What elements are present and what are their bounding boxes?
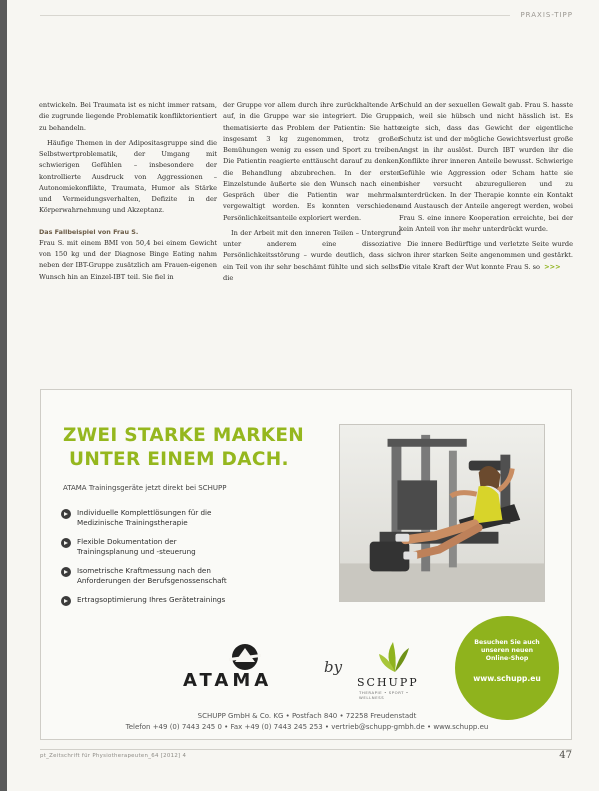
badge-line: Online-Shop: [485, 655, 529, 662]
ad-contact-phone: Telefon +49 (0) 7443 245 0 • Fax +49 (0) 7443 245 253 • vertrieb@schupp-gmbh.de • www.schupp.eu: [125, 723, 489, 731]
ad-headline: [63, 424, 304, 472]
ad-headline-line-2: UNTER EINEM DACH.: [69, 449, 289, 470]
article-column-3: [399, 100, 573, 273]
ad-feature: [61, 566, 301, 586]
ad-feature-text: Trainingsplanung und -steuerung: [77, 547, 196, 556]
badge-url[interactable]: www.schupp.eu: [473, 674, 541, 683]
atama-figure-icon: [225, 642, 265, 672]
bullet-arrow-icon: [61, 596, 71, 606]
schupp-tagline: THERAPIE • SPORT • WELLNESS: [359, 690, 409, 700]
paragraph: [399, 239, 573, 273]
ad-intro: ATAMA Trainingsgeräte jetzt direkt bei SCHUPP: [63, 484, 227, 492]
schupp-logo: [357, 640, 431, 702]
ad-headline-line-1: ZWEI STARKE MARKEN: [63, 425, 305, 446]
ad-feature-text: Medizinische Trainingstherapie: [77, 518, 188, 527]
ad-feature-text: Anforderungen der Berufsgenossenschaft: [77, 576, 227, 585]
paragraph: Schuld an der sexuellen Gewalt gab. Frau S. hasste sich, weil sie hübsch und nicht hässlich ist. Es zeigte sich, dass das Gewicht der eigentliche Schutz ist und der mögliche Gewichtsverlust große Angst in ihr auslöst. Durch IBT wurden ihr die Konflikte ihrer inneren Anteile bewusst. Schwierige Gefühle wie Aggression oder Scham hatte sie bisher versucht abzuregulieren und zu unterdrücken. In der Therapie konnte ein Kontakt und Austausch der Anteile angeregt werden, wobei Frau S. eine innere Kooperation erreichte, bei der kein Anteil von ihr mehr unterdrückt wurde.: [399, 101, 573, 233]
ad-feature-text: Flexible Dokumentation der: [77, 537, 177, 546]
ad-feature-text: Isometrische Kraftmessung nach den: [77, 566, 211, 575]
paragraph: entwickeln. Bei Traumata ist es nicht immer ratsam, die zugrunde liegende Problematik konfliktorientiert zu behandeln.: [39, 101, 217, 132]
ad-feature-text: Individuelle Komplettlösungen für die: [77, 508, 212, 517]
atama-logo: [181, 642, 311, 698]
journal-citation: pt_Zeitschrift für Physiotherapeuten_64 [2012] 4: [40, 753, 187, 759]
bullet-arrow-icon: [61, 509, 71, 519]
ad-feature-text: Ertragsoptimierung Ihres Gerätetrainings: [77, 595, 226, 604]
page-edge-shadow: [0, 0, 7, 791]
paragraph: der Gruppe vor allem durch ihre zurückhaltende Art auf, in die Gruppe war sie integriert. Die Gruppe thematisierte das Problem der Patientin: Sie hatte insgesamt 3 kg zugenommen, trotz großer Bemühungen wenig zu essen und Sport zu treiben. Die Patientin reagierte enttäuscht darauf zu denken, die Behandlung abzubrechen. In der ersten Einzelstunde äußerte sie den Wunsch nach einem Gespräch über die Patientin war mehrmals vergewaltigt worden. Es konnten verschiedene Persönlichkeitsanteile exploriert werden.: [223, 101, 401, 222]
ad-contact-address: SCHUPP GmbH & Co. KG • Postfach 840 • 72258 Freudenstadt: [197, 712, 417, 720]
section-label: PRAXIS-TIPP: [520, 11, 573, 19]
article-column-2: [223, 100, 401, 284]
ad-feature: [61, 595, 301, 605]
paragraph: Häufige Themen in der Adipositasgruppe sind die Selbstwertproblematik, der Umgang mit schwierigen Gefühlen – insbesondere der kontrollierte Ausdruck von Aggressionen – Autonomiekonflikte, Traumata, Humor als Stärke und Vermeidungsverhalten, Defizite in der Körperwahrnehmung und Akzeptanz.: [39, 138, 217, 215]
footer-rule: [40, 749, 572, 750]
ad-feature-list: [61, 508, 301, 614]
paragraph-text: Die innere Bedürftige und verletzte Seite wurde von ihrer starken Seite angenommen und gestärkt. Die vitale Kraft der Wut konnte Frau S. so: [399, 240, 573, 271]
page-number: 47: [559, 750, 572, 761]
badge-line: Besuchen Sie auch: [474, 639, 540, 646]
bullet-arrow-icon: [61, 567, 71, 577]
schupp-leaf-icon: [375, 640, 415, 674]
training-machine-photo: [339, 424, 545, 602]
article-column-1: [39, 100, 217, 283]
by-mark: by: [324, 658, 343, 676]
continue-arrow: >>>: [544, 262, 561, 271]
header-rule: [40, 15, 510, 16]
section-subhead: Das Fallbeispiel von Frau S.: [39, 227, 139, 236]
paragraph: In der Arbeit mit den inneren Teilen – Untergrund unter anderem eine dissoziative Persönlichkeitsstörung – wurde deutlich, dass sich ein Teil von ihr sehr beschämt fühlte und sich selbst die: [223, 228, 401, 282]
advertisement: [40, 389, 572, 740]
atama-wordmark: ATAMA: [183, 670, 273, 691]
ad-feature: [61, 508, 301, 528]
schupp-wordmark: SCHUPP: [357, 676, 419, 689]
badge-line: unseren neuen: [480, 647, 534, 654]
ad-feature: [61, 537, 301, 557]
online-shop-badge[interactable]: [455, 616, 559, 720]
paragraph: Frau S. mit einem BMI von 50,4 bei einem Gewicht von 150 kg und der Diagnose Binge Eating nahm neben der IBT-Gruppe zusätzlich am Frauen-eigenen Wunsch hin an Einzel-IBT teil. Sie fiel in: [39, 238, 217, 281]
bullet-arrow-icon: [61, 538, 71, 548]
